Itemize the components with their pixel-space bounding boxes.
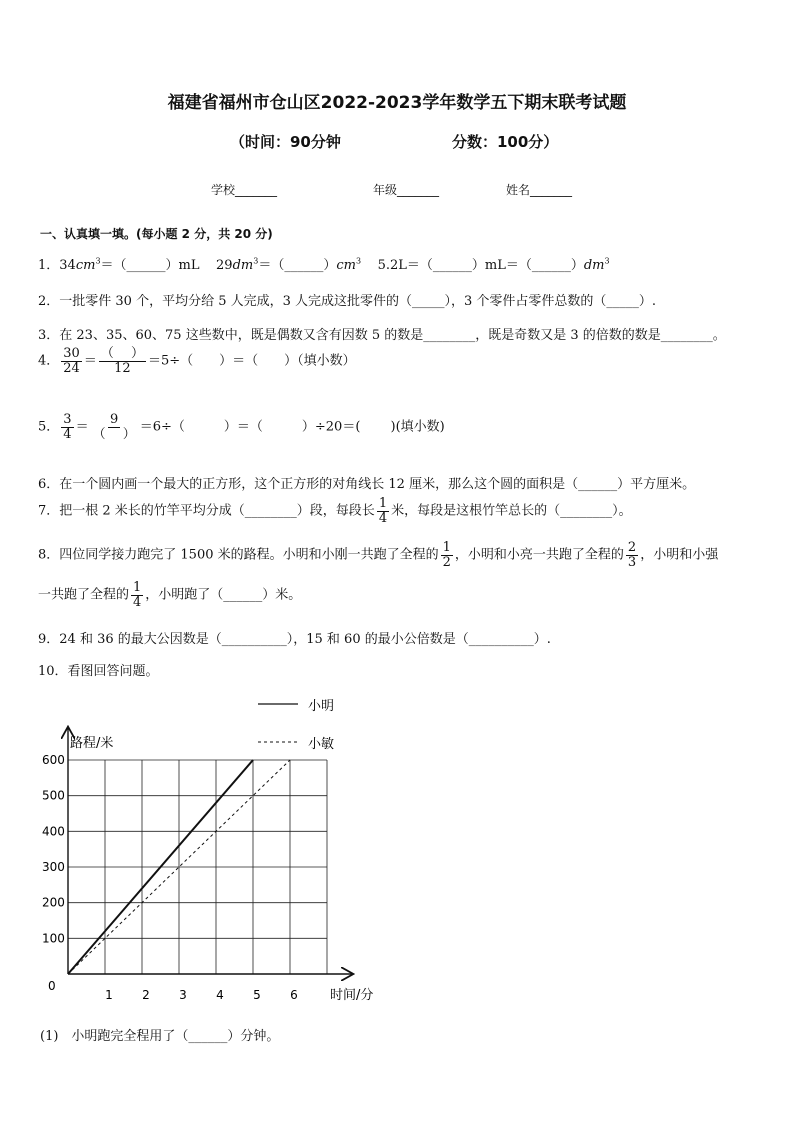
question-1: 1．$34cm^3=(\_\_\_\_\_\_)mL$ $29dm^3=(\_\_\_\_\_\_)cm^3$ $5.2L=(\_\_\_\_\_\_)mL=(\_\_\_\_\_\_)dm^3$ [38, 256, 610, 273]
x-tick-label: 6 [290, 988, 298, 1002]
question-9: 9．24 和 36 的最大公因数是（__________），15 和 60 的最小公倍数是（__________）. [38, 632, 551, 647]
x-tick-label: 4 [216, 988, 224, 1002]
distance-time-chart [30, 692, 400, 1012]
question-10: 10．看图回答问题。 [38, 664, 159, 679]
exam-time: （时间：90分钟 [230, 133, 341, 151]
x-tick-label: 1 [105, 988, 113, 1002]
y-tick-label: 300 [42, 860, 65, 874]
x-tick-label: 2 [142, 988, 150, 1002]
section-heading: 一、认真填一填。(每小题 2 分，共 20 分) [40, 227, 273, 241]
grade-field[interactable]: 年级_______ [373, 183, 440, 197]
question-2: 2．一批零件 30 个，平均分给 5 人完成，3 人完成这批零件的（_____），3 个零件占零件总数的（_____）. [38, 294, 657, 309]
question-3: 3．在 23、35、60、75 这些数中，既是偶数又含有因数 5 的数是________，既是奇数又是 3 的倍数的数是________。 [38, 328, 726, 343]
question-5: 5． $\frac{3}{4}$ ＝ $\frac{9}{( )}$ ＝6÷（ ）＝（ ）÷20＝( )(填小数) [38, 412, 445, 442]
page-title: 福建省福州市仓山区2022-2023学年数学五下期末联考试题 [167, 93, 627, 113]
y-tick-label: 600 [42, 753, 65, 767]
question-6: 6．在一个圆内画一个最大的正方形，这个正方形的对角线长 12 厘米，那么这个圆的面积是（______）平方厘米。 [38, 477, 696, 492]
y-tick-label: 100 [42, 931, 65, 946]
x-tick-label: 3 [179, 988, 187, 1002]
name-field[interactable]: 姓名_______ [506, 183, 573, 197]
school-field[interactable]: 学校_______ [211, 183, 278, 197]
origin-label: 0 [48, 979, 56, 993]
legend-xiaomin: 小敏 [308, 737, 335, 752]
exam-score: 分数：100分） [452, 133, 559, 151]
y-tick-label: 400 [42, 824, 65, 839]
question-7: 7．把一根 2 米长的竹竿平均分成（________）段，每段长 $\frac{1}{4}$ 米，每段是这根竹竿总长的（________）。 [38, 496, 632, 526]
y-tick-label: 500 [42, 788, 65, 803]
y-axis-label: 路程/米 [70, 736, 114, 751]
question-8-line-2: 一共跑了全程的 $\frac{1}{4}$ ，小明跑了（______）米。 [38, 580, 302, 610]
chart-grid [68, 760, 327, 974]
legend-xiaoming: 小明 [308, 699, 335, 714]
x-tick-label: 5 [253, 988, 261, 1002]
question-4: 4． $\frac{30}{24}$ ＝ $\frac{( )}{12}$ ＝5÷（ ）＝（ ）（填小数） [38, 346, 356, 376]
question-8-line-1: 8．四位同学接力跑完了 1500 米的路程。小明和小刚一共跑了全程的 $\frac{1}{2}$ ，小明和小亮一共跑了全程的 $\frac{2}{3}$ ，小明和小强 [38, 540, 719, 570]
question-10-1: (1) 小明跑完全程用了（______）分钟。 [40, 1029, 280, 1044]
y-tick-label: 200 [42, 895, 65, 910]
x-axis-label: 时间/分 [330, 988, 374, 1003]
